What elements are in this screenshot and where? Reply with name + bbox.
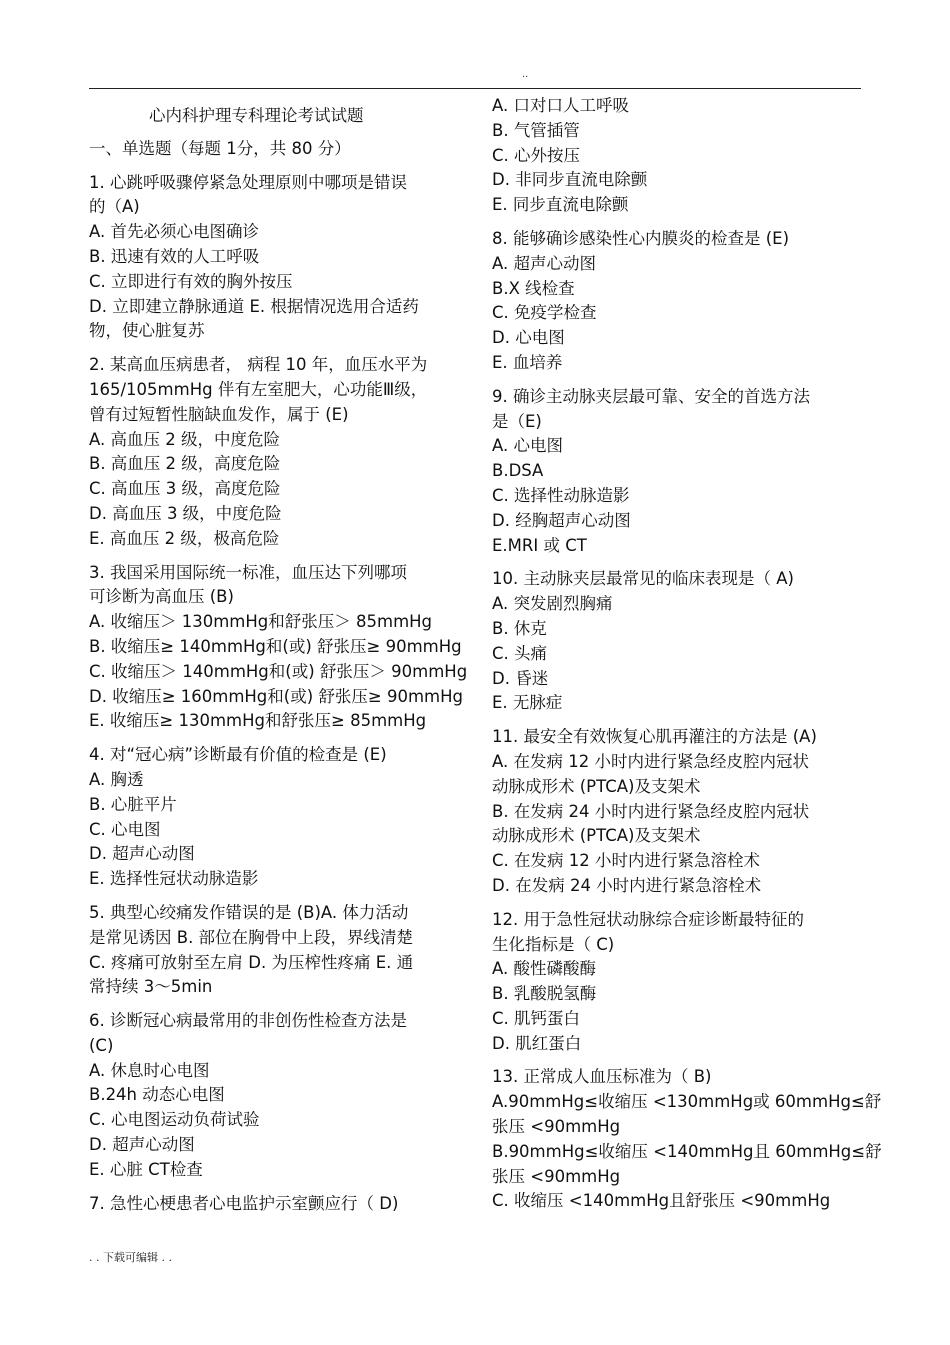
text-line: C. 选择性动脉造影 [492,485,630,505]
text-line: 可诊断为高血压 (B) [89,587,234,607]
text-line: A. 在发病 12 小时内进行紧急经皮腔内冠状 [492,751,809,771]
question-block [89,171,464,345]
text-line: 2. 某高血压病患者， 病程 10 年，血压水平为 [89,355,428,375]
text-line: D. 昏迷 [492,668,549,688]
text-line: D. 在发病 24 小时内进行紧急溶栓术 [492,875,762,895]
text-line: 曾有过短暂性脑缺血发作，属于 (E) [89,404,349,424]
text-line: A. 高血压 2 级，中度危险 [89,429,280,449]
text-line: C. 免疫学检查 [492,303,597,323]
text-line: A. 心电图 [492,436,563,456]
text-line: A.90mmHg≤收缩压 <130mmHg或 60mmHg≤舒 [492,1092,882,1112]
question-block [492,1065,882,1214]
text-line: A. 首先必须心电图确诊 [89,222,259,242]
text-line: 5. 典型心绞痛发作错误的是 (B)A. 体力活动 [89,902,409,922]
header-mark: .. [522,69,529,80]
text-line: A. 酸性磷酸酶 [492,959,596,979]
left-column [89,94,468,1225]
text-line: 10. 主动脉夹层最常见的临床表现是（ A) [492,569,794,589]
text-line: D. 非同步直流电除颤 [492,170,648,190]
text-line: C. 头痛 [492,643,548,663]
text-line: E. 无脉症 [492,693,563,713]
right-question-list [492,227,882,1214]
text-line: 的（A) [89,197,140,217]
text-line: D. 超声心动图 [89,1135,195,1155]
text-line: C. 高血压 3 级，高度危险 [89,479,281,499]
text-line: B.24h 动态心电图 [89,1085,225,1105]
text-line: A. 口对口人工呼吸 [492,96,629,115]
text-line: B. 休克 [492,618,547,638]
text-line: 张压 <90mmHg [492,1117,621,1137]
section-heading: 一、单选题（每题 1分，共 80 分） [89,138,351,158]
text-line: 3. 我国采用国际统一标准，血压达下列哪项 [89,562,407,582]
text-line: D. 超声心动图 [89,844,195,864]
text-line: B.X 线检查 [492,278,575,298]
text-line: B.DSA [492,461,544,481]
question-block [492,385,864,559]
text-line: B. 气管插管 [492,120,580,140]
text-line: E. 心脏 CT检查 [89,1159,203,1179]
text-line: B.90mmHg≤收缩压 <140mmHg且 60mmHg≤舒 [492,1141,882,1161]
text-line: 是（E) [492,411,542,431]
document-title: 心内科护理专科理论考试试题 [149,106,364,125]
text-line: E.MRI 或 CT [492,535,587,555]
text-line: 8. 能够确诊感染性心内膜炎的检查是 (E) [492,228,790,248]
footer-note: . . 下载可编辑 . . [89,1251,172,1264]
question-block [89,353,464,551]
text-line: C. 立即进行有效的胸外按压 [89,271,293,291]
text-line: C. 心外按压 [492,145,581,165]
text-line: 165/105mmHg 伴有左室肥大，心功能Ⅲ级， [89,379,428,399]
text-line: 13. 正常成人血压标准为（ B) [492,1067,712,1087]
text-line: B. 收缩压≥ 140mmHg和(或) 舒张压≥ 90mmHg [89,636,462,656]
text-line: C. 心电图运动负荷试验 [89,1110,260,1130]
question-block [89,1009,464,1183]
question-block [492,725,864,899]
text-line: 9. 确诊主动脉夹层最可靠、安全的首选方法 [492,386,810,406]
text-line: 物，使心脏复苏 [89,321,205,341]
text-line: 动脉成形术 (PTCA)及支架术 [492,826,701,846]
text-line: 7. 急性心梗患者心电监护示室颤应行（ D) [89,1193,399,1213]
text-line: 11. 最安全有效恢复心肌再灌注的方法是 (A) [492,727,817,747]
text-line: C. 心电图 [89,819,161,839]
text-line: E. 同步直流电除颤 [492,195,629,215]
text-line: 12. 用于急性冠状动脉综合症诊断最特征的 [492,909,804,929]
text-line: C. 肌钙蛋白 [492,1008,581,1028]
text-line: 张压 <90mmHg [492,1166,621,1186]
text-line: C. 在发病 12 小时内进行紧急溶栓术 [492,851,760,871]
text-line: A. 突发剧烈胸痛 [492,594,613,614]
text-line: C. 收缩压 <140mmHg且舒张压 <90mmHg [492,1191,831,1211]
text-line: A. 胸透 [89,769,144,789]
text-line: 动脉成形术 (PTCA)及支架术 [492,776,701,796]
text-line: 生化指标是（ C) [492,934,615,954]
text-line: D. 收缩压≥ 160mmHg和(或) 舒张压≥ 90mmHg [89,686,463,706]
text-line: 是常见诱因 B. 部位在胸骨中上段，界线清楚 [89,927,414,947]
question-block [492,908,864,1057]
text-line: D. 心电图 [492,328,565,348]
text-line: D. 立即建立静脉通道 E. 根据情况选用合适药 [89,296,419,316]
question-block [89,743,464,892]
question-block [89,1192,464,1217]
text-line: D. 肌红蛋白 [492,1033,582,1053]
text-line: E. 血培养 [492,352,563,372]
text-line: A. 超声心动图 [492,253,596,273]
text-line: 4. 对“冠心病”诊断最有价值的检查是 (E) [89,745,387,765]
text-line: B. 在发病 24 小时内进行紧急经皮腔内冠状 [492,801,810,821]
header-rule [89,88,861,89]
text-line: C. 收缩压＞ 140mmHg和(或) 舒张压＞ 90mmHg [89,661,468,681]
text-line: A. 休息时心电图 [89,1060,210,1080]
text-line: 1. 心跳呼吸骤停紧急处理原则中哪项是错误 [89,172,407,192]
text-line: (C) [89,1035,114,1055]
text-line: C. 疼痛可放射至左肩 D. 为压榨性疼痛 E. 通 [89,952,414,972]
text-line: E. 选择性冠状动脉造影 [89,869,259,889]
question-block [492,567,864,716]
right-column [492,94,882,1223]
text-line: E. 高血压 2 级，极高危险 [89,528,280,548]
text-line: 6. 诊断冠心病最常用的非创伤性检查方法是 [89,1011,407,1031]
text-line: B. 高血压 2 级，高度危险 [89,454,281,474]
question-block [89,561,468,735]
text-line: D. 高血压 3 级，中度危险 [89,503,282,523]
question-block [492,227,864,376]
question-block [89,901,464,1000]
text-line: 常持续 3～5min [89,977,213,997]
text-line: B. 迅速有效的人工呼吸 [89,246,260,266]
left-question-list [89,171,468,1217]
text-line: A. 收缩压＞ 130mmHg和舒张压＞ 85mmHg [89,612,433,632]
text-line: B. 心脏平片 [89,794,177,814]
text-line: D. 经胸超声心动图 [492,510,631,530]
text-line: B. 乳酸脱氢酶 [492,984,597,1004]
text-line: E. 收缩压≥ 130mmHg和舒张压≥ 85mmHg [89,711,427,731]
question-7-options [492,94,864,218]
